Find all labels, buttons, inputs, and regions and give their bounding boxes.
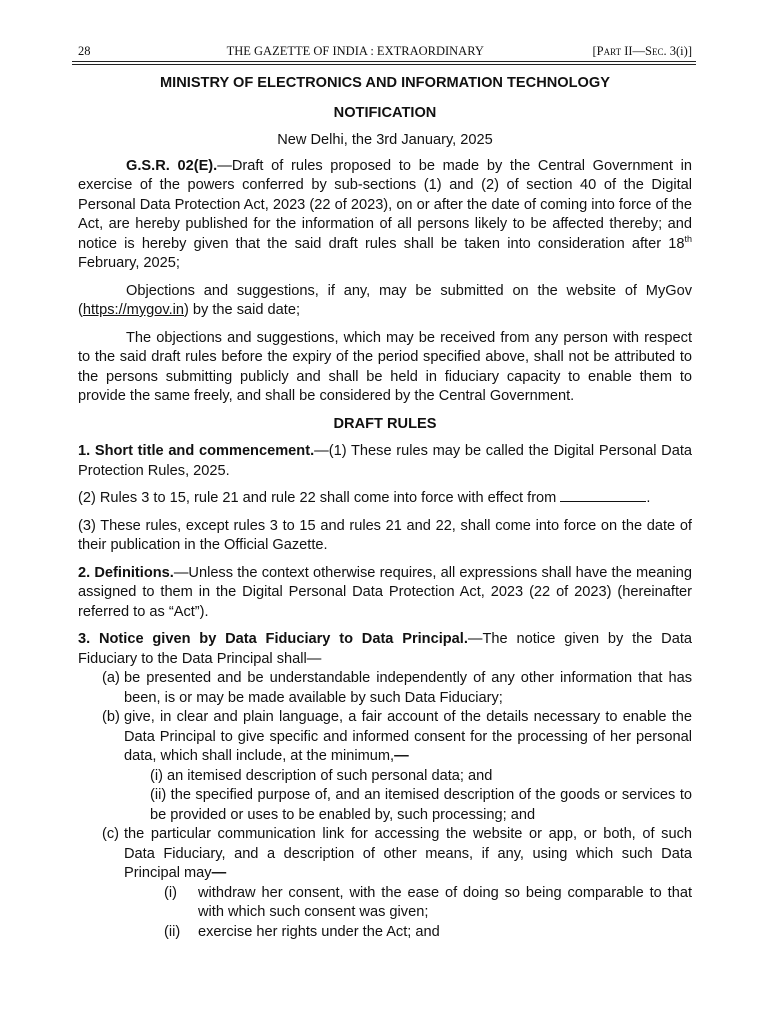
clause-c-ii: (ii) exercise her rights under the Act; and bbox=[164, 923, 440, 940]
objections-submission-paragraph: Objections and suggestions, if any, may be submitted on the website of MyGov (https://mygov.in) by the said date; bbox=[78, 282, 692, 318]
clause-a: (a) be presented and be understandable independently of any other information that has been, is or may be made available by such Data Fiduciary; bbox=[102, 670, 692, 706]
date-blank bbox=[560, 489, 646, 502]
rule-1-subrule-2: (2) Rules 3 to 15, rule 21 and rule 22 shall come into force with effect from . bbox=[78, 490, 651, 506]
clause-c-i: (i) withdraw her consent, with the ease of doing so being comparable to that with which such consent was given; bbox=[164, 884, 692, 920]
part-section: [Part II—Sec. 3(i)] bbox=[592, 44, 692, 58]
rule-1-heading: 1. Short title and commencement. bbox=[78, 443, 315, 459]
place-date: New Delhi, the 3rd January, 2025 bbox=[277, 132, 493, 148]
mygov-link[interactable]: https://mygov.in bbox=[82, 302, 184, 318]
header-rule-top bbox=[72, 61, 696, 62]
header-rule-bottom bbox=[72, 64, 696, 65]
document-body bbox=[78, 72, 692, 942]
rule-3-clauses bbox=[102, 669, 692, 767]
gsr-label: G.S.R. 02(E). bbox=[126, 157, 218, 174]
objections-handling-paragraph: The objections and suggestions, which may be received from any person with respect to the said draft rules before the expiry of the period specified above, shall not be attributed to the persons submitting publicly and shall be held in fiduciary capacity to enable them to provide the same freely, and shall be considered by the Central Government. bbox=[78, 329, 692, 404]
clause-c-subitems bbox=[164, 884, 692, 943]
gsr-paragraph: G.S.R. 02(E).—Draft of rules proposed to be made by the Central Government in exercise of the powers conferred by sub-sections (1) and (2) of section 40 of the Digital Personal Data Protection Act, 2023 (22 of 2023), on or after the date of coming into force of the Act, are hereby published for the information of all persons likely to be affected thereby; and notice is hereby given that the said draft rules shall be taken into consideration after 18th February, 2025; bbox=[78, 157, 692, 271]
rule-2-paragraph: 2. Definitions.—Unless the context otherwise requires, all expressions shall have the meaning assigned to them in the Digital Personal Data Protection Act, 2023 (22 of 2023) (hereinafter referred to as “Act”). bbox=[78, 564, 692, 620]
clause-b: (b) give, in clear and plain language, a fair account of the details necessary to enable the Data Principal to give specific and informed consent for the processing of her personal data, which shall include, at the minimum,— bbox=[102, 709, 692, 764]
clause-b-i: (i) an itemised description of such personal data; and bbox=[150, 767, 493, 784]
rule-3-heading: 3. Notice given by Data Fiduciary to Data Principal. bbox=[78, 631, 468, 647]
rule-3-paragraph: 3. Notice given by Data Fiduciary to Data Principal.—The notice given by the Data Fiduciary to the Data Principal shall— bbox=[78, 631, 693, 667]
draft-rules-heading: DRAFT RULES bbox=[333, 415, 437, 432]
clause-b-subitems bbox=[150, 767, 692, 826]
ministry-heading: MINISTRY OF ELECTRONICS AND INFORMATION TECHNOLOGY bbox=[160, 75, 610, 91]
rule-3-clause-c-wrap bbox=[102, 825, 692, 884]
rule-1-paragraph: 1. Short title and commencement.—(1) These rules may be called the Digital Personal Data Protection Rules, 2025. bbox=[78, 443, 692, 479]
rule-2-heading: 2. Definitions. bbox=[78, 564, 174, 581]
rule-1-subrule-3: (3) These rules, except rules 3 to 15 and rules 21 and 22, shall come into force on the date of their publication in the Official Gazette. bbox=[78, 517, 692, 553]
clause-c: (c) the particular communication link for accessing the website or app, or both, of such Data Fiduciary, and a description of other means, if any, using which such Data Principal may— bbox=[102, 826, 692, 881]
clause-b-ii: (ii) the specified purpose of, and an itemised description of the goods or services to be provided or uses to be enabled by, such processing; and bbox=[150, 787, 692, 823]
page-number: 28 bbox=[78, 44, 91, 58]
notification-heading: NOTIFICATION bbox=[333, 104, 437, 121]
gazette-title: THE GAZETTE OF INDIA : EXTRAORDINARY bbox=[226, 44, 484, 58]
page-header bbox=[78, 44, 692, 59]
